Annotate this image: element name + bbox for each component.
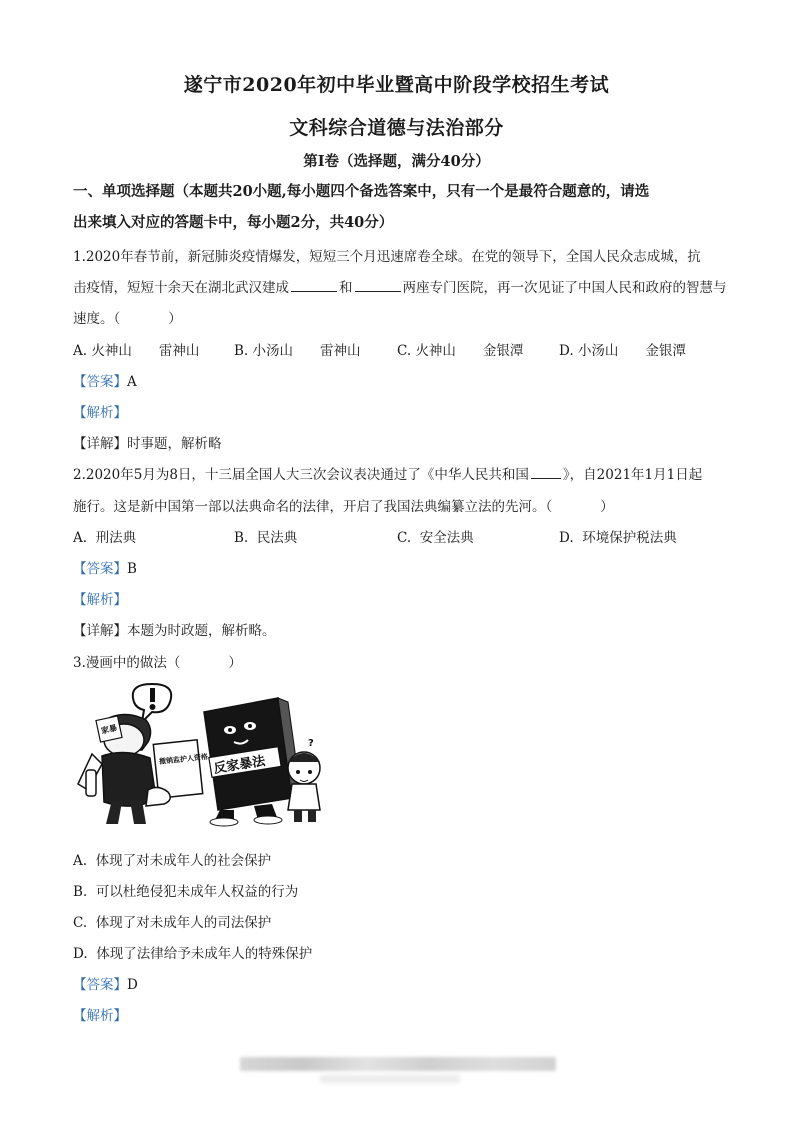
q1-stem-part: 速度。（ xyxy=(73,311,121,327)
blurred-footer xyxy=(240,1057,556,1071)
detail-tag: 【详解】 xyxy=(73,436,127,452)
label-book: 反家暴法 xyxy=(212,753,267,777)
q1-option-d: D. 小汤山 金银潭 xyxy=(559,343,686,359)
q1-stem-part: ） xyxy=(168,311,182,327)
volume-heading: 第Ⅰ卷（选择题，满分40分） xyxy=(303,153,490,170)
q2-stem-part: 2.2020年5月为8日，十三届全国人大三次会议表决通过了《中华人民共和国 xyxy=(73,467,529,483)
q3-option-a: A. 体现了对未成年人的社会保护 xyxy=(73,853,272,869)
q2-stem-line1 xyxy=(73,463,723,483)
label-person: 家暴 xyxy=(100,723,118,736)
section-instruction-line2: 出来填入对应的答题卡中，每小题2分，共40分） xyxy=(73,214,394,231)
q2-answer xyxy=(73,557,723,577)
q3-option-c: C. 体现了对未成年人的司法保护 xyxy=(73,915,272,931)
q1-stem-part: 击疫情，短短十余天在湖北武汉建成 xyxy=(73,280,289,296)
q3-stem-part: 3.漫画中的做法（ xyxy=(73,655,181,671)
detail-text: 时事题，解析略 xyxy=(127,436,222,452)
label-paper: 撤销监护人资格 xyxy=(158,752,209,766)
answer-tag: 【答案】 xyxy=(73,977,127,993)
detail-text: 本题为时政题，解析略。 xyxy=(127,623,276,639)
abuser-figure xyxy=(78,714,156,824)
answer-value: A xyxy=(127,374,137,390)
q1-detail xyxy=(73,432,723,452)
law-book xyxy=(204,698,302,826)
q3-option-b: B. 可以杜绝侵犯未成年人权益的行为 xyxy=(73,884,299,900)
answer-value: B xyxy=(127,561,137,577)
q1-stem-part: 和 xyxy=(339,280,353,296)
q3-answer xyxy=(73,973,723,993)
q3-stem xyxy=(73,651,723,671)
q1-answer xyxy=(73,370,723,390)
blurred-footer-sub xyxy=(320,1075,460,1083)
q2-stem-line2 xyxy=(73,495,723,515)
q3-stem-part: ） xyxy=(228,655,242,671)
cartoon-illustration xyxy=(72,682,330,828)
q2-stem-part: 》，自2021年1月1日起 xyxy=(562,467,703,483)
answer-tag: 【答案】 xyxy=(73,561,127,577)
q2-detail xyxy=(73,619,723,639)
q1-option-a: A. 火神山 雷神山 xyxy=(73,343,200,359)
q2-option-d: D. 环境保护税法典 xyxy=(559,530,677,546)
revocation-paper xyxy=(146,740,208,806)
q2-analysis-tag: 【解析】 xyxy=(73,592,127,608)
q1-option-c: C. 火神山 金银潭 xyxy=(397,343,524,359)
exam-title: 遂宁市2020年初中毕业暨高中阶段学校招生考试 xyxy=(183,74,610,96)
answer-tag: 【答案】 xyxy=(73,374,127,390)
q1-stem-line2 xyxy=(73,276,727,296)
q3-option-d: D. 体现了法律给予未成年人的特殊保护 xyxy=(73,946,313,962)
q1-stem-line1: 1.2020年春节前，新冠肺炎疫情爆发，短短三个月迅速席卷全球。在党的领导下，全国人民众志成城，抗 xyxy=(73,249,701,265)
detail-tag: 【详解】 xyxy=(73,623,127,639)
q2-blank xyxy=(531,466,561,479)
exam-subtitle: 文科综合道德与法治部分 xyxy=(289,117,504,139)
answer-value: D xyxy=(127,977,138,993)
q1-option-b: B. 小汤山 雷神山 xyxy=(234,343,361,359)
q2-stem-part: 施行。这是新中国第一部以法典命名的法律，开启了我国法典编纂立法的先河。（ xyxy=(73,499,553,515)
q1-stem-line3 xyxy=(73,307,723,327)
q3-analysis-tag: 【解析】 xyxy=(73,1008,127,1024)
q1-blank-2 xyxy=(355,279,401,292)
q1-stem-part: 两座专门医院，再一次见证了中国人民和政府的智慧与 xyxy=(402,280,727,296)
q1-analysis-tag: 【解析】 xyxy=(73,405,127,421)
section-instruction-line1: 一、单项选择题（本题共20小题,每小题四个备选答案中，只有一个是最符合题意的，请选 xyxy=(73,183,650,200)
q2-option-b: B. 民法典 xyxy=(234,530,298,546)
q2-option-a: A. 刑法典 xyxy=(73,530,137,546)
q1-blank-1 xyxy=(291,279,337,292)
q2-stem-part: ） xyxy=(600,499,614,515)
question-mark-icon: ? xyxy=(308,738,314,749)
q2-option-c: C. 安全法典 xyxy=(397,530,474,546)
